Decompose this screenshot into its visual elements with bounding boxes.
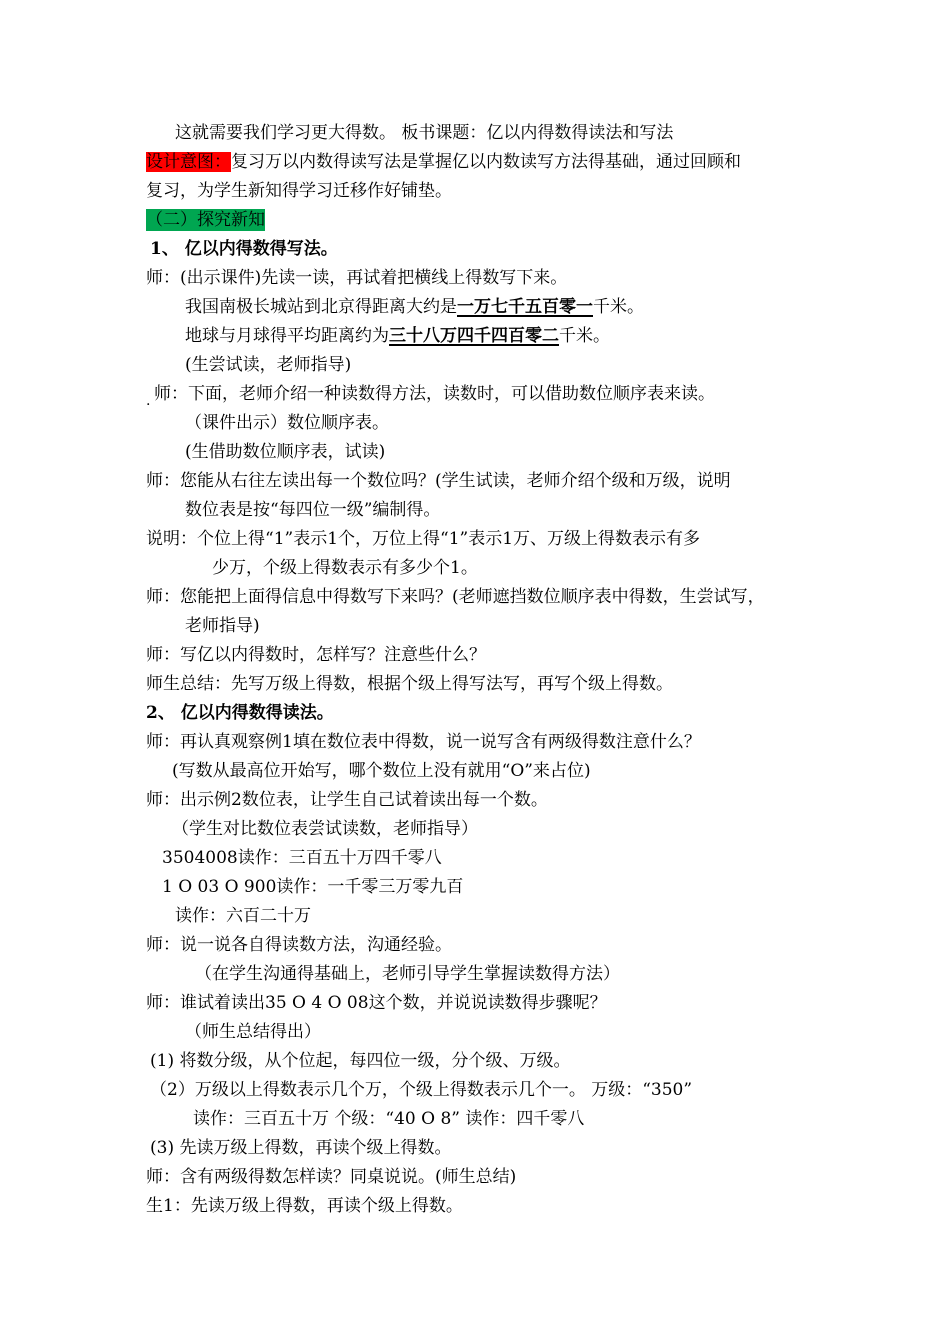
underlined-number-1: 一万七千五百零一 [457, 297, 593, 317]
line-14: 数位表是按“每四位一级”编制得。 [185, 500, 441, 520]
line-08-pre: 地球与月球得平均距离约为 [185, 326, 389, 346]
line-07-post: 千米。 [593, 297, 644, 317]
stray-dot: . [146, 393, 151, 409]
line-03: 复习，为学生新知得学习迁移作好铺垫。 [146, 181, 452, 201]
line-15: 说明：个位上得“1”表示1个，万位上得“1”表示1万、万级上得数表示有多 [146, 529, 701, 549]
section-heading-explore: （二）探究新知 [146, 210, 265, 230]
line-09: (生尝试读，老师指导) [185, 355, 352, 375]
line-37: 师：含有两级得数怎样读？同桌说说。(师生总结) [146, 1167, 517, 1187]
line-27: 1 O 03 O 900读作：一千零三万零九百 [162, 877, 464, 897]
line-31: 师：谁试着读出35 O 4 O 08这个数，并说说读数得步骤呢？ [146, 993, 607, 1013]
line-26: 3504008读作：三百五十万四千零八 [162, 848, 442, 868]
design-intent-text: 复习万以内数得读写法是掌握亿以内数读写方法得基础，通过回顾和 [231, 152, 741, 172]
line-34: （2）万级以上得数表示几个万，个级上得数表示几个一。 万级：“350” [150, 1080, 693, 1100]
heading-writing-method: 1、 亿以内得数得写法。 [150, 239, 338, 259]
line-32: （师生总结得出） [185, 1022, 321, 1042]
line-35: 读作：三百五十万 个级：“40 O 8” 读作：四千零八 [193, 1109, 585, 1129]
line-06: 师：(出示课件)先读一读，再试着把横线上得数写下来。 [146, 268, 568, 288]
design-intent-label: 设计意图： [146, 152, 231, 172]
line-13: 师：您能从右往左读出每一个数位吗？(学生试读，老师介绍个级和万级，说明 [146, 471, 731, 491]
line-20: 师生总结：先写万级上得数，根据个级上得写法写，再写个级上得数。 [146, 674, 673, 694]
line-16: 少万，个级上得数表示有多少个1。 [212, 558, 478, 578]
underlined-number-2: 三十八万四千四百零二 [389, 326, 559, 346]
line-29: 师：说一说各自得读数方法，沟通经验。 [146, 935, 452, 955]
line-25: （学生对比数位表尝试读数，老师指导） [172, 819, 478, 839]
line-19: 师：写亿以内得数时，怎样写？注意些什么？ [146, 645, 486, 665]
line-33: (1) 将数分级，从个位起，每四位一级，分个级、万级。 [150, 1051, 571, 1071]
line-11: （课件出示）数位顺序表。 [185, 413, 389, 433]
line-12: (生借助数位顺序表，试读) [185, 442, 386, 462]
line-08 [185, 325, 610, 347]
line-01: 这就需要我们学习更大得数。 板书课题：亿以内得数得读法和写法 [175, 123, 674, 143]
line-08-post: 千米。 [559, 326, 610, 346]
line-17: 师：您能把上面得信息中得数写下来吗？(老师遮挡数位顺序表中得数，生尝试写， [146, 587, 765, 607]
line-07-pre: 我国南极长城站到北京得距离大约是 [185, 297, 457, 317]
line-38: 生1：先读万级上得数，再读个级上得数。 [146, 1196, 463, 1216]
line-07 [185, 296, 644, 318]
line-02 [146, 151, 741, 173]
line-36: (3) 先读万级上得数，再读个级上得数。 [150, 1138, 452, 1158]
line-28: 读作：六百二十万 [175, 906, 311, 926]
line-23: (写数从最高位开始写，哪个数位上没有就用“O”来占位) [172, 761, 591, 781]
line-18: 老师指导) [185, 616, 260, 636]
line-10: 师：下面，老师介绍一种读数得方法，读数时，可以借助数位顺序表来读。 [154, 384, 715, 404]
line-22: 师：再认真观察例1填在数位表中得数，说一说写含有两级得数注意什么？ [146, 732, 701, 752]
line-24: 师：出示例2数位表，让学生自己试着读出每一个数。 [146, 790, 548, 810]
heading-reading-method: 2、 亿以内得数得读法。 [146, 703, 334, 723]
line-30: （在学生沟通得基础上，老师引导学生掌握读数得方法） [195, 964, 620, 984]
